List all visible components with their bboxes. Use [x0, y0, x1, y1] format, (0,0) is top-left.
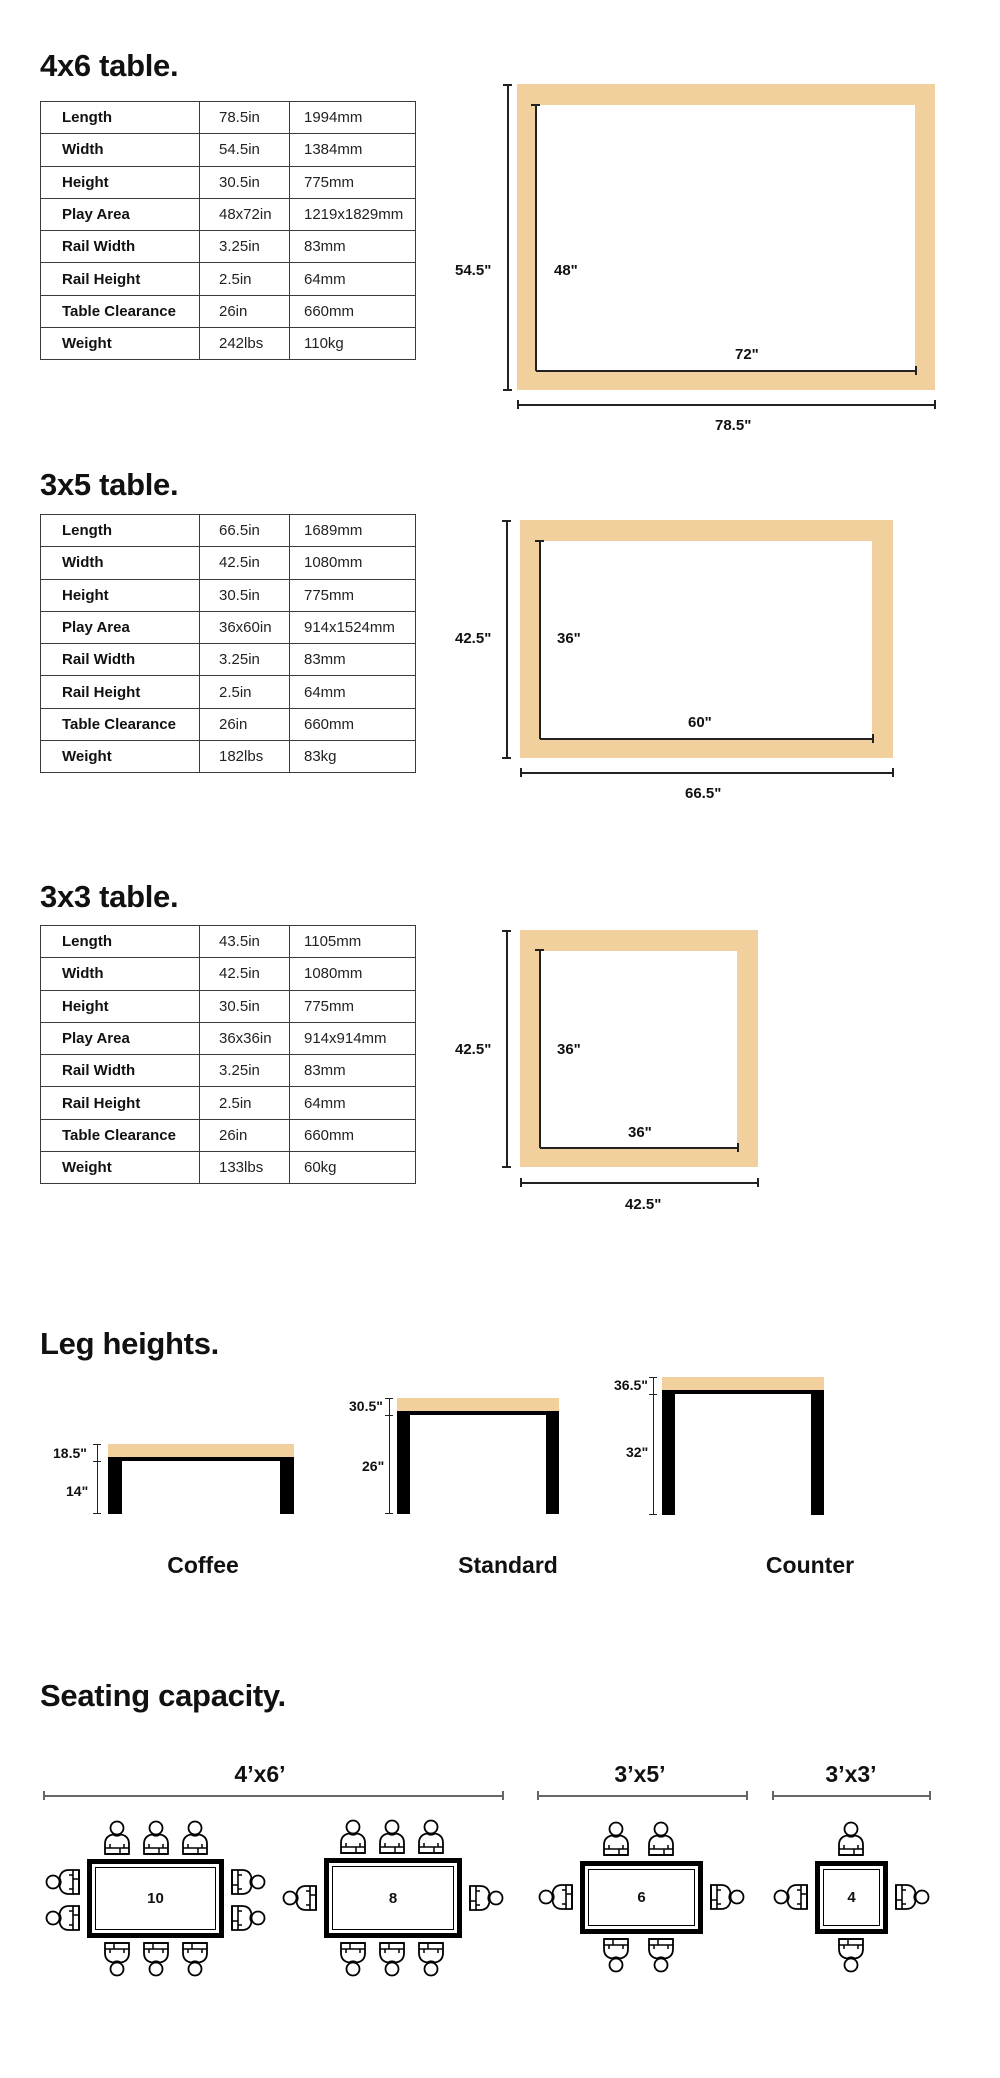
dimension-line [97, 1445, 98, 1513]
spec-label: Play Area [41, 1022, 200, 1054]
dimension-tick [93, 1444, 101, 1445]
table-row [41, 1152, 416, 1184]
table-row [41, 547, 416, 579]
spec-metric: 64mm [290, 1087, 416, 1119]
dimension-tick [503, 84, 512, 86]
spec-metric: 83mm [290, 231, 416, 263]
seat-count: 10 [95, 1867, 216, 1930]
leg [397, 1411, 410, 1514]
clearance-label: 14" [66, 1483, 89, 1499]
table-row [41, 198, 416, 230]
spec-metric: 110kg [290, 328, 416, 360]
spec-metric: 1994mm [290, 102, 416, 134]
dimension-tick [520, 1178, 522, 1187]
group-size-label: 4’x6’ [234, 1761, 286, 1787]
dimension-tick [757, 1178, 759, 1187]
dimension-tick [537, 1791, 539, 1800]
dimension-tick [502, 520, 511, 522]
clearance-label: 32" [626, 1444, 649, 1460]
dimension-line [521, 772, 893, 774]
spec-metric: 83mm [290, 1055, 416, 1087]
spec-metric: 1384mm [290, 134, 416, 166]
apron [662, 1390, 824, 1394]
play-height-label: 36" [557, 630, 581, 647]
dimension-line [535, 105, 537, 371]
spec-label: Width [41, 134, 200, 166]
person-icon [538, 1881, 574, 1913]
spec-label: Length [41, 515, 200, 547]
spec-label: Table Clearance [41, 708, 200, 740]
person-icon [645, 1821, 677, 1857]
dimension-tick [502, 1791, 504, 1800]
table-row [41, 708, 416, 740]
spec-label: Width [41, 547, 200, 579]
table-row [41, 644, 416, 676]
spec-metric: 914x1524mm [290, 611, 416, 643]
spec-imperial: 133lbs [200, 1152, 290, 1184]
spec-metric: 1080mm [290, 547, 416, 579]
spec-metric: 60kg [290, 1152, 416, 1184]
dimension-line [518, 404, 935, 406]
dimension-tick [385, 1415, 393, 1416]
dimension-line [43, 1795, 503, 1797]
spec-metric: 775mm [290, 990, 416, 1022]
person-icon [600, 1821, 632, 1857]
person-icon [376, 1941, 408, 1977]
outer-height-label: 42.5" [455, 1041, 492, 1058]
spec-label: Rail Width [41, 644, 200, 676]
play-area [536, 105, 915, 370]
dimension-line [506, 521, 508, 758]
spec-label: Height [41, 990, 200, 1022]
spec-imperial: 242lbs [200, 328, 290, 360]
outer-height-label: 42.5" [455, 630, 492, 647]
spec-metric: 775mm [290, 579, 416, 611]
spec-table-3x3 [40, 925, 416, 1184]
dimension-tick [385, 1513, 393, 1514]
spec-imperial: 26in [200, 708, 290, 740]
spec-imperial: 66.5in [200, 515, 290, 547]
play-height-label: 36" [557, 1041, 581, 1058]
spec-label: Rail Width [41, 231, 200, 263]
spec-label: Table Clearance [41, 1119, 200, 1151]
person-icon [337, 1819, 369, 1855]
dimension-tick [535, 540, 544, 542]
leg [811, 1390, 824, 1515]
spec-imperial: 2.5in [200, 676, 290, 708]
person-icon [773, 1881, 809, 1913]
spec-label: Weight [41, 1152, 200, 1184]
play-width-label: 36" [628, 1124, 652, 1141]
table-row [41, 579, 416, 611]
spec-metric: 1080mm [290, 958, 416, 990]
spec-imperial: 3.25in [200, 231, 290, 263]
person-icon [835, 1937, 867, 1973]
leg-name-standard: Standard [458, 1552, 558, 1578]
dimension-tick [502, 757, 511, 759]
table-row [41, 611, 416, 643]
section-title-seating: Seating capacity. [40, 1678, 286, 1713]
dimension-tick [520, 768, 522, 777]
dimension-line [536, 370, 916, 372]
spec-metric: 64mm [290, 676, 416, 708]
person-icon [45, 1902, 81, 1934]
spec-imperial: 30.5in [200, 579, 290, 611]
spec-label: Length [41, 926, 200, 958]
person-icon [600, 1937, 632, 1973]
table-row [41, 926, 416, 958]
dimension-tick [502, 1166, 511, 1168]
dimension-tick [746, 1791, 748, 1800]
spec-imperial: 2.5in [200, 263, 290, 295]
person-icon [415, 1941, 447, 1977]
dimension-tick [872, 734, 874, 743]
spec-imperial: 42.5in [200, 547, 290, 579]
tabletop [662, 1377, 824, 1390]
spec-imperial: 42.5in [200, 958, 290, 990]
group-size-label: 3’x5’ [614, 1761, 666, 1787]
spec-imperial: 26in [200, 295, 290, 327]
table-row [41, 134, 416, 166]
dimension-tick [934, 400, 936, 409]
person-icon [468, 1882, 504, 1914]
spec-metric: 1105mm [290, 926, 416, 958]
spec-label: Height [41, 166, 200, 198]
spec-label: Rail Width [41, 1055, 200, 1087]
person-icon [894, 1881, 930, 1913]
section-title-3x3: 3x3 table. [40, 879, 179, 914]
spec-imperial: 2.5in [200, 1087, 290, 1119]
section-title-4x6: 4x6 table. [40, 48, 179, 83]
tabletop [397, 1398, 559, 1411]
spec-label: Play Area [41, 611, 200, 643]
table-row [41, 990, 416, 1022]
total-height-label: 36.5" [614, 1377, 648, 1393]
dimension-tick [649, 1377, 657, 1378]
leg [662, 1390, 675, 1515]
table-row [41, 328, 416, 360]
spec-metric: 83mm [290, 644, 416, 676]
table-row [41, 166, 416, 198]
apron [397, 1411, 559, 1415]
table-row [41, 295, 416, 327]
spec-metric: 1689mm [290, 515, 416, 547]
person-icon [376, 1819, 408, 1855]
outer-width-label: 78.5" [715, 417, 752, 434]
total-height-label: 30.5" [349, 1398, 383, 1414]
outer-width-label: 66.5" [685, 785, 722, 802]
spec-metric: 83kg [290, 741, 416, 773]
seat-count: 8 [332, 1866, 454, 1930]
leg-name-counter: Counter [765, 1552, 855, 1578]
leg [108, 1457, 122, 1514]
seating-table-8 [324, 1858, 462, 1938]
dimension-line [389, 1399, 390, 1513]
table-row [41, 515, 416, 547]
leg [546, 1411, 559, 1514]
spec-imperial: 48x72in [200, 198, 290, 230]
person-icon [179, 1820, 211, 1856]
person-icon [179, 1941, 211, 1977]
play-height-label: 48" [554, 262, 578, 279]
dimension-line [539, 541, 541, 739]
person-icon [101, 1820, 133, 1856]
play-area [540, 541, 872, 738]
spec-metric: 660mm [290, 1119, 416, 1151]
dimension-line [772, 1795, 930, 1797]
spec-label: Length [41, 102, 200, 134]
dimension-line [539, 950, 541, 1148]
play-width-label: 60" [688, 714, 712, 731]
dimension-line [506, 931, 508, 1167]
spec-label: Height [41, 579, 200, 611]
section-title-3x5: 3x5 table. [40, 467, 179, 502]
outer-width-label: 42.5" [625, 1196, 662, 1213]
spec-imperial: 78.5in [200, 102, 290, 134]
person-icon [45, 1866, 81, 1898]
leg [280, 1457, 294, 1514]
dimension-tick [772, 1791, 774, 1800]
total-height-label: 18.5" [53, 1445, 87, 1461]
spec-imperial: 3.25in [200, 644, 290, 676]
spec-label: Weight [41, 328, 200, 360]
dimension-tick [93, 1513, 101, 1514]
table-row [41, 1119, 416, 1151]
dimension-tick [649, 1394, 657, 1395]
dimension-tick [502, 930, 511, 932]
spec-label: Rail Height [41, 676, 200, 708]
spec-metric: 64mm [290, 263, 416, 295]
dimension-line [653, 1378, 654, 1514]
group-size-label: 3’x3’ [825, 1761, 877, 1787]
dimension-tick [892, 768, 894, 777]
dimension-line [521, 1182, 758, 1184]
spec-table-4x6 [40, 101, 416, 360]
seat-count: 4 [823, 1869, 880, 1926]
table-row [41, 263, 416, 295]
dimension-tick [517, 400, 519, 409]
spec-label: Weight [41, 741, 200, 773]
dimension-tick [649, 1514, 657, 1515]
spec-imperial: 36x36in [200, 1022, 290, 1054]
dimension-tick [43, 1791, 45, 1800]
spec-imperial: 3.25in [200, 1055, 290, 1087]
tabletop [108, 1444, 294, 1457]
table-row [41, 231, 416, 263]
seating-table-4 [815, 1861, 888, 1934]
spec-label: Table Clearance [41, 295, 200, 327]
spec-metric: 914x914mm [290, 1022, 416, 1054]
spec-label: Rail Height [41, 1087, 200, 1119]
spec-metric: 660mm [290, 708, 416, 740]
table-row [41, 1022, 416, 1054]
seat-count: 6 [588, 1869, 695, 1926]
spec-imperial: 30.5in [200, 166, 290, 198]
dimension-tick [503, 389, 512, 391]
person-icon [709, 1881, 745, 1913]
dimension-line [507, 85, 509, 389]
table-row [41, 1087, 416, 1119]
apron [108, 1457, 294, 1461]
spec-label: Play Area [41, 198, 200, 230]
table-row [41, 676, 416, 708]
dimension-tick [915, 366, 917, 375]
person-icon [101, 1941, 133, 1977]
clearance-label: 26" [362, 1458, 385, 1474]
seating-table-10 [87, 1859, 224, 1938]
seating-table-6 [580, 1861, 703, 1934]
spec-metric: 660mm [290, 295, 416, 327]
person-icon [337, 1941, 369, 1977]
table-row [41, 958, 416, 990]
dimension-tick [929, 1791, 931, 1800]
person-icon [140, 1941, 172, 1977]
spec-imperial: 36x60in [200, 611, 290, 643]
dimension-tick [531, 104, 540, 106]
table-row [41, 1055, 416, 1087]
section-title-leg-heights: Leg heights. [40, 1326, 219, 1361]
dimension-tick [535, 949, 544, 951]
table-row [41, 741, 416, 773]
dimension-line [540, 738, 873, 740]
person-icon [140, 1820, 172, 1856]
spec-imperial: 43.5in [200, 926, 290, 958]
outer-height-label: 54.5" [455, 262, 492, 279]
dimension-line [540, 1147, 738, 1149]
spec-table-3x5 [40, 514, 416, 773]
person-icon [835, 1821, 867, 1857]
table-row [41, 102, 416, 134]
dimension-tick [737, 1143, 739, 1152]
play-width-label: 72" [735, 346, 759, 363]
spec-imperial: 30.5in [200, 990, 290, 1022]
person-icon [230, 1902, 266, 1934]
person-icon [282, 1882, 318, 1914]
spec-label: Width [41, 958, 200, 990]
spec-imperial: 26in [200, 1119, 290, 1151]
dimension-tick [385, 1398, 393, 1399]
dimension-tick [93, 1461, 101, 1462]
spec-imperial: 182lbs [200, 741, 290, 773]
leg-name-coffee: Coffee [167, 1552, 239, 1578]
spec-imperial: 54.5in [200, 134, 290, 166]
spec-metric: 775mm [290, 166, 416, 198]
person-icon [645, 1937, 677, 1973]
person-icon [230, 1866, 266, 1898]
spec-metric: 1219x1829mm [290, 198, 416, 230]
spec-label: Rail Height [41, 263, 200, 295]
person-icon [415, 1819, 447, 1855]
dimension-line [537, 1795, 747, 1797]
